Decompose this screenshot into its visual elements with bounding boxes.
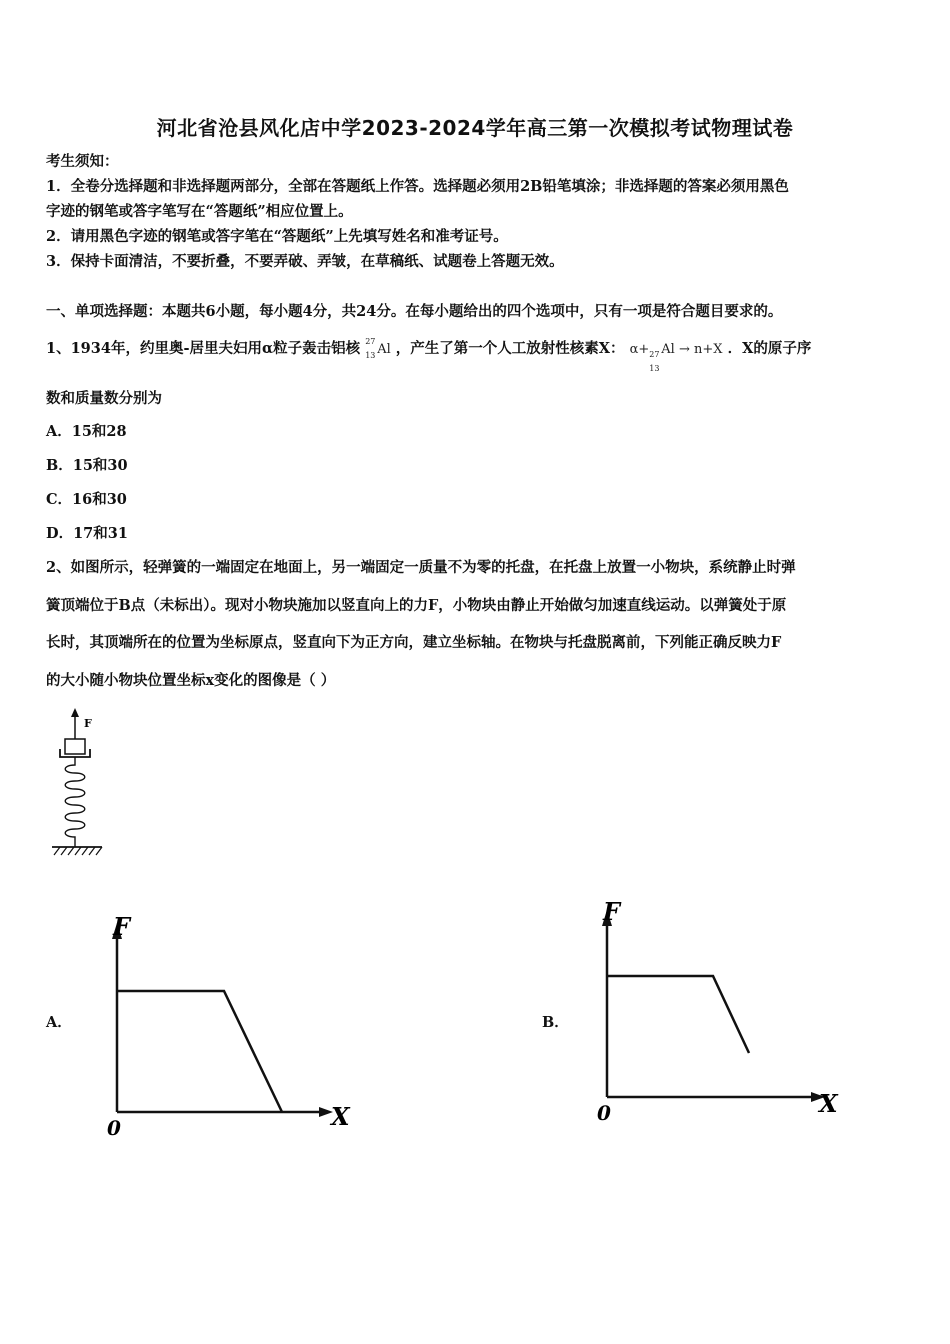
question-1-stem xyxy=(46,337,906,373)
aluminum-nucleus xyxy=(365,337,391,360)
reaction-charge-number: 13 xyxy=(649,364,660,373)
reaction-mass-number: 27 xyxy=(649,350,660,359)
question-2-line-3: 长时，其顶端所在的位置为坐标原点，竖直向下为正方向，建立坐标轴。在物块与托盘脱离前，下列能正确反映力F xyxy=(46,634,782,651)
notice-item-2: 2．请用黑色字迹的钢笔或答字笔在“答题纸”上先填写姓名和准考证号。 xyxy=(46,228,508,245)
option-a-graph xyxy=(95,905,365,1145)
b-graph-line xyxy=(607,976,749,1053)
small-block xyxy=(65,739,85,754)
q1-option-c: C．16和30 xyxy=(46,491,127,508)
q2-option-a-label: A． xyxy=(46,1014,72,1031)
notice-item-1: 1．全卷分选择题和非选择题两部分，全部在答题纸上作答。选择题必须用2B铅笔填涂；非选择题的答案必须用黑色 xyxy=(46,178,789,195)
q1-option-a: A．15和28 xyxy=(46,423,127,440)
question-2-line-4: 的大小随小物块位置坐标x变化的图像是（ ） xyxy=(46,672,336,689)
a-y-label: F xyxy=(113,912,131,941)
option-b-graph xyxy=(585,892,855,1132)
nucleus-charge-number: 13 xyxy=(365,351,376,360)
a-x-label: X xyxy=(331,1102,350,1131)
b-x-label: X xyxy=(819,1089,838,1118)
notice-item-1-cont: 字迹的钢笔或答字笔写在“答题纸”相应位置上。 xyxy=(46,203,353,220)
a-origin-label: 0 xyxy=(107,1116,121,1140)
notice-item-3: 3．保持卡面清洁，不要折叠，不要弄破、弄皱，在草稿纸、试题卷上答题无效。 xyxy=(46,253,564,270)
q2-option-b-label: B． xyxy=(542,1014,569,1031)
nucleus-symbol: Al xyxy=(377,342,391,357)
notice-heading: 考生须知： xyxy=(46,153,119,170)
section-1-heading: 一、单项选择题：本题共6小题，每小题4分，共24分。在每小题给出的四个选项中，只有一项是符合题目要求的。 xyxy=(46,303,783,320)
question-2-line-2: 簧顶端位于B点（未标出）。现对小物块施加以竖直向上的力F，小物块由静止开始做匀加速直线运动。以弹簧处于原 xyxy=(46,597,787,614)
q1-option-d: D．17和31 xyxy=(46,525,128,542)
a-graph-line xyxy=(117,991,282,1112)
nuclear-reaction-equation xyxy=(629,340,723,373)
upward-force-arrow xyxy=(71,708,79,739)
ground-hatching xyxy=(54,847,102,855)
reaction-suffix: Al → n+X xyxy=(661,342,723,357)
exam-title: 河北省沧县风化店中学2023-2024学年高三第一次模拟考试物理试卷 xyxy=(156,116,794,140)
q1-text-part3: ．X的原子序 xyxy=(727,340,812,357)
spring-tray-figure xyxy=(40,705,120,865)
spring-coil xyxy=(65,757,85,847)
question-1-stem-cont: 数和质量数分别为 xyxy=(46,390,162,407)
nucleus-mass-number: 27 xyxy=(365,337,376,346)
figure-force-label: F xyxy=(84,717,92,730)
q1-text-part2: ，产生了第一个人工放射性核素X： xyxy=(395,340,625,357)
question-2-line-1: 2、如图所示，轻弹簧的一端固定在地面上，另一端固定一质量不为零的托盘，在托盘上放置一小物块，系统静止时弹 xyxy=(46,559,796,576)
q1-text-part1: 1、1934年，约里奥-居里夫妇用α粒子轰击铝核 xyxy=(46,340,361,357)
b-y-label: F xyxy=(603,897,621,926)
reaction-prefix: α+ xyxy=(629,342,650,357)
q1-option-b: B．15和30 xyxy=(46,457,128,474)
b-origin-label: 0 xyxy=(597,1101,611,1125)
